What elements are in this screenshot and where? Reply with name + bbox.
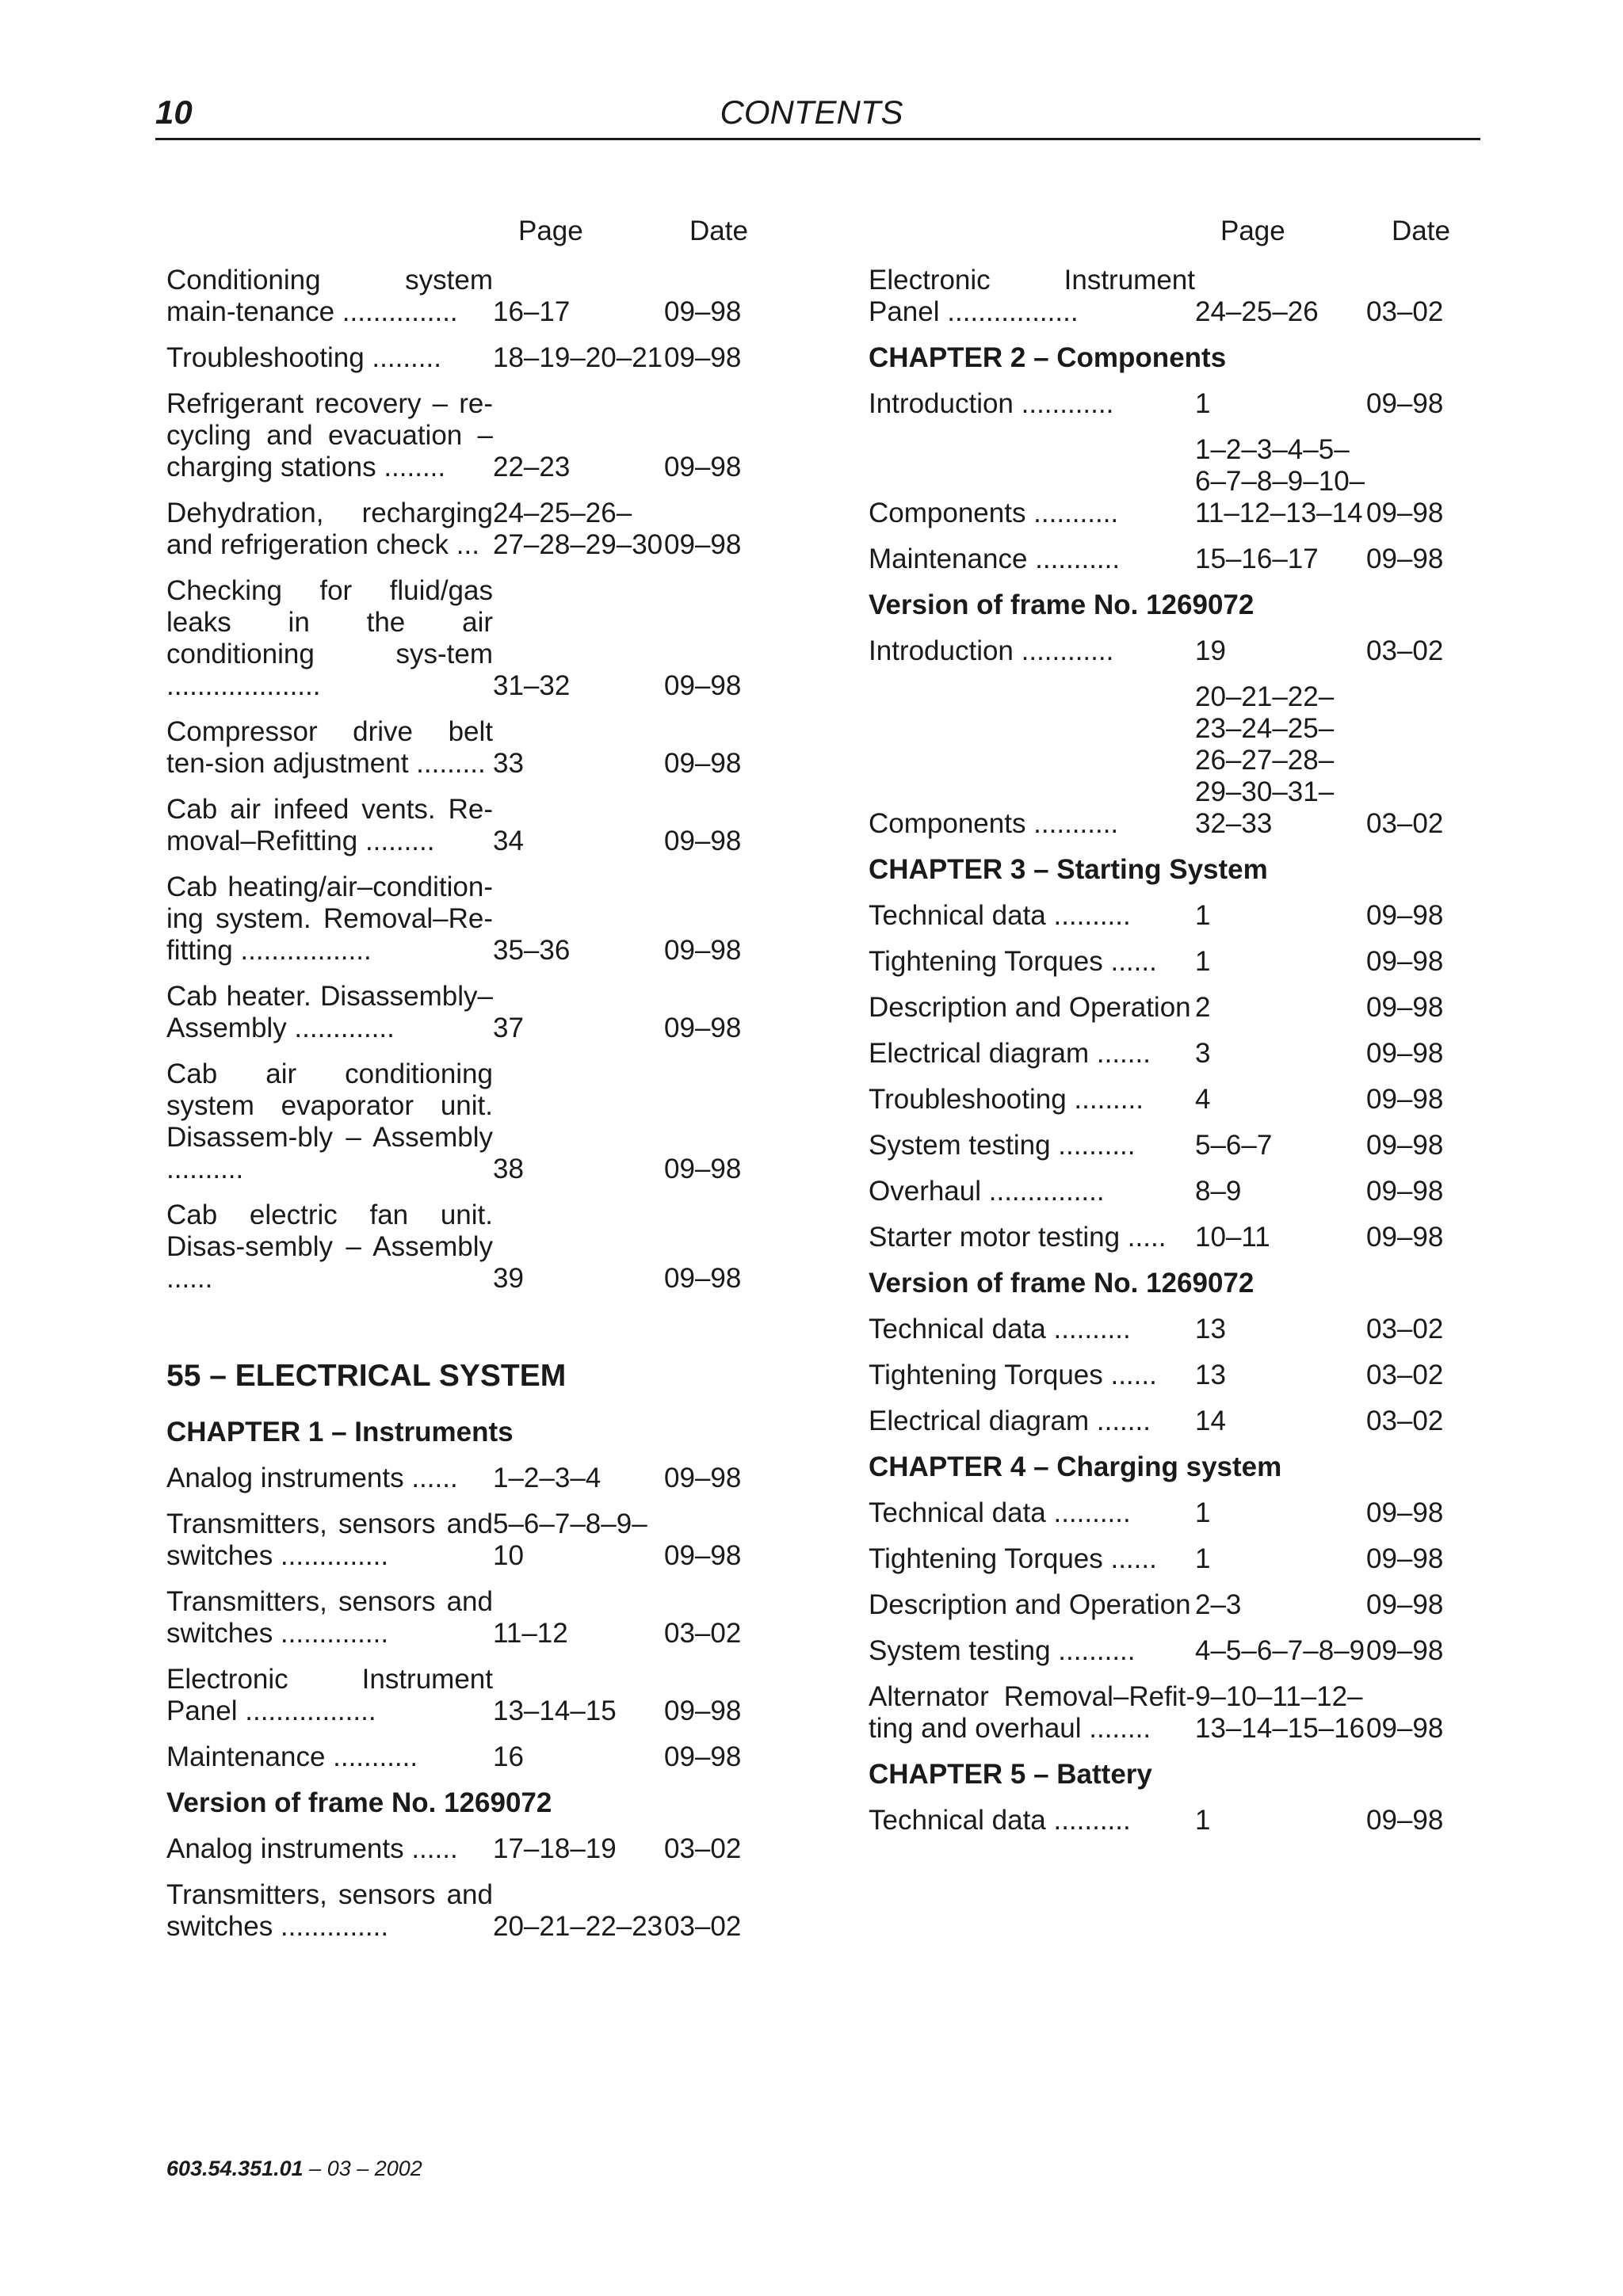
entry-title: Transmitters, sensors and switches .............. <box>166 1508 493 1571</box>
entry-title: Checking for fluid/gas leaks in the air conditioning sys-tem .................... <box>166 575 493 701</box>
entry-date: 09–98 <box>664 1154 742 1184</box>
entry-list <box>869 1314 1487 1437</box>
entry-pages: 3 <box>1195 1038 1211 1069</box>
entry-pages: 20–21–22–23 <box>493 1911 663 1942</box>
entry-list <box>166 265 785 1295</box>
entry-title: Description and Operation <box>869 992 1191 1023</box>
page-number: 10 <box>155 93 193 131</box>
page-title: CONTENTS <box>720 93 903 131</box>
contents-entry <box>166 794 785 857</box>
entry-title: Cab air conditioning system evaporator unit. Disassem-bly – Assembly .......... <box>166 1058 493 1184</box>
entry-title: Analog instruments ...... <box>166 1463 458 1493</box>
entry-title: Cab electric fan unit. Disas-sembly – Assembly ...... <box>166 1199 493 1294</box>
contents-entry <box>869 1405 1487 1437</box>
version-heading: Version of frame No. 1269072 <box>869 1268 1254 1299</box>
contents-entry <box>869 1805 1487 1836</box>
contents-entry <box>166 1879 785 1943</box>
entry-title: Electronic Instrument Panel ................. <box>869 265 1195 327</box>
entry-date: 03–02 <box>664 1833 742 1864</box>
contents-entry <box>869 635 1487 667</box>
entry-date: 09–98 <box>664 529 742 560</box>
entry-date: 09–98 <box>664 935 742 966</box>
entry-date: 09–98 <box>664 296 742 327</box>
entry-date: 09–98 <box>1366 1635 1444 1666</box>
contents-entry <box>166 1586 785 1650</box>
entry-date: 09–98 <box>1366 1713 1444 1744</box>
contents-entry <box>869 1084 1487 1116</box>
contents-entry <box>869 1130 1487 1161</box>
entry-title: Analog instruments ...... <box>166 1833 458 1864</box>
contents-entry <box>166 1199 785 1295</box>
version-heading: Version of frame No. 1269072 <box>166 1787 552 1818</box>
entry-pages: 13 <box>1195 1314 1226 1344</box>
entry-title: Maintenance ........... <box>869 543 1121 574</box>
entry-date: 09–98 <box>1366 1222 1444 1253</box>
contents-entry <box>166 498 785 561</box>
entry-title: Technical data .......... <box>869 1497 1131 1528</box>
entry-pages: 22–23 <box>493 452 571 482</box>
entry-pages: 37 <box>493 1013 524 1043</box>
entry-pages: 1–2–3–4 <box>493 1463 601 1493</box>
entry-date: 03–02 <box>1366 1405 1444 1436</box>
entry-pages: 20–21–22–23–24–25–26–27–28–29–30–31–32–33 <box>1195 681 1335 839</box>
contents-entry <box>869 946 1487 978</box>
entry-date: 09–98 <box>1366 1543 1444 1574</box>
entry-title: Compressor drive belt ten-sion adjustment ......... <box>166 716 493 779</box>
version-heading: Version of frame No. 1269072 <box>869 589 1254 620</box>
entry-pages: 13–14–15 <box>493 1695 617 1726</box>
contents-entry <box>869 992 1487 1024</box>
entry-title: Electronic Instrument Panel ................. <box>166 1664 493 1726</box>
entry-pages: 33 <box>493 748 524 779</box>
entry-pages: 9–10–11–12–13–14–15–16 <box>1195 1681 1365 1744</box>
entry-pages: 19 <box>1195 635 1226 666</box>
column-header-page: Page <box>1220 215 1285 246</box>
entry-date: 09–98 <box>1366 1084 1444 1115</box>
contents-entry <box>869 1681 1487 1745</box>
contents-entry <box>869 1497 1487 1529</box>
entry-date: 09–98 <box>1366 1589 1444 1620</box>
contents-entry <box>166 981 785 1044</box>
contents-entry <box>869 1360 1487 1391</box>
column-header-date: Date <box>689 215 748 246</box>
chapter-heading: CHAPTER 2 – Components <box>869 342 1227 373</box>
entry-title: Starter motor testing ..... <box>869 1222 1167 1253</box>
contents-entry <box>869 1222 1487 1253</box>
entry-date: 03–02 <box>1366 635 1444 666</box>
entry-title: Alternator Removal–Refit-ting and overhaul ........ <box>869 1681 1195 1744</box>
entry-pages: 8–9 <box>1195 1176 1242 1207</box>
entry-title: Introduction ............ <box>869 635 1114 666</box>
entry-pages: 15–16–17 <box>1195 543 1319 574</box>
entry-pages: 16 <box>493 1741 524 1772</box>
contents-column-right <box>869 215 1487 1851</box>
entry-pages: 2–3 <box>1195 1589 1242 1620</box>
header-rule <box>155 138 1480 140</box>
entry-pages: 1 <box>1195 1805 1211 1836</box>
entry-list <box>869 388 1487 575</box>
contents-entry <box>166 1833 785 1865</box>
contents-column-left <box>166 215 785 1957</box>
contents-entry <box>869 1314 1487 1345</box>
entry-date: 09–98 <box>1366 992 1444 1023</box>
entry-date: 09–98 <box>1366 1176 1444 1207</box>
entry-title: System testing .......... <box>869 1130 1136 1161</box>
entry-date: 09–98 <box>664 1695 742 1726</box>
entry-date: 09–98 <box>664 1013 742 1043</box>
revision-date: – 03 – 2002 <box>303 2157 422 2180</box>
entry-pages: 13 <box>1195 1360 1226 1390</box>
entry-date: 03–02 <box>1366 1360 1444 1390</box>
entry-title: Technical data .......... <box>869 1805 1131 1836</box>
contents-entry <box>869 1038 1487 1070</box>
entry-pages: 5–6–7–8–9–10 <box>493 1508 647 1571</box>
entry-title: Technical data .......... <box>869 900 1131 931</box>
entry-date: 09–98 <box>1366 900 1444 931</box>
entry-pages: 31–32 <box>493 670 571 701</box>
entry-pages: 34 <box>493 826 524 856</box>
entry-pages: 1 <box>1195 1497 1211 1528</box>
entry-title: Troubleshooting ......... <box>869 1084 1144 1115</box>
entry-date: 03–02 <box>1366 296 1444 327</box>
entry-title: Electrical diagram ....... <box>869 1038 1151 1069</box>
chapter-heading: CHAPTER 1 – Instruments <box>166 1417 514 1447</box>
entry-date: 09–98 <box>1366 498 1444 528</box>
entry-list <box>869 1497 1487 1745</box>
entry-title: Components ........... <box>869 808 1119 839</box>
entry-title: Components ........... <box>869 498 1119 528</box>
contents-entry <box>166 1058 785 1185</box>
entry-pages: 1 <box>1195 946 1211 977</box>
contents-entry <box>166 342 785 374</box>
contents-entry <box>166 1664 785 1727</box>
column-header-page: Page <box>518 215 583 246</box>
entry-date: 03–02 <box>664 1618 742 1649</box>
entry-pages: 17–18–19 <box>493 1833 617 1864</box>
entry-title: Cab heating/air–condition-ing system. Removal–Re-fitting ................. <box>166 871 493 966</box>
entry-title: Refrigerant recovery – re-cycling and evacuation – charging stations ........ <box>166 388 493 482</box>
entry-list <box>869 1805 1487 1836</box>
contents-entry <box>869 388 1487 420</box>
entry-date: 03–02 <box>1366 1314 1444 1344</box>
contents-entry <box>869 1176 1487 1207</box>
entry-title: Dehydration, recharging and refrigeration check ... <box>166 498 493 560</box>
column-header <box>166 215 785 265</box>
entry-date: 09–98 <box>1366 1805 1444 1836</box>
entry-pages: 1–2–3–4–5–6–7–8–9–10–11–12–13–14 <box>1195 434 1365 528</box>
contents-entry <box>166 1463 785 1494</box>
contents-entry <box>869 265 1487 328</box>
entry-title: Electrical diagram ....... <box>869 1405 1151 1436</box>
entry-pages: 38 <box>493 1154 524 1184</box>
document-number: 603.54.351.01 <box>166 2157 304 2180</box>
entry-date: 09–98 <box>1366 946 1444 977</box>
column-header <box>869 215 1487 265</box>
entry-title: Technical data .......... <box>869 1314 1131 1344</box>
entry-pages: 18–19–20–21 <box>493 342 663 373</box>
entry-pages: 24–25–26 <box>1195 296 1319 327</box>
entry-pages: 35–36 <box>493 935 571 966</box>
contents-entry <box>166 716 785 780</box>
entry-title: Description and Operation <box>869 1589 1191 1620</box>
entry-date: 09–98 <box>1366 543 1444 574</box>
contents-entry <box>869 1589 1487 1621</box>
entry-date: 09–98 <box>664 1463 742 1493</box>
entry-pages: 16–17 <box>493 296 571 327</box>
entry-title: Cab air infeed vents. Re-moval–Refitting ......... <box>166 794 493 856</box>
entry-title: Maintenance ........... <box>166 1741 418 1772</box>
chapter-heading: CHAPTER 4 – Charging system <box>869 1451 1282 1482</box>
entry-pages: 1 <box>1195 900 1211 931</box>
contents-entry <box>166 265 785 328</box>
entry-list <box>166 1463 785 1773</box>
entry-date: 09–98 <box>664 342 742 373</box>
column-header-date: Date <box>1392 215 1450 246</box>
entry-list <box>166 1833 785 1943</box>
entry-date: 09–98 <box>1366 1130 1444 1161</box>
contents-entry <box>869 900 1487 932</box>
entry-date: 09–98 <box>1366 1038 1444 1069</box>
entry-pages: 4 <box>1195 1084 1211 1115</box>
entry-date: 03–02 <box>664 1911 742 1942</box>
entry-pages: 4–5–6–7–8–9 <box>1195 1635 1365 1666</box>
contents-entry <box>869 1635 1487 1667</box>
entry-title: Conditioning system main-tenance ............... <box>166 265 493 327</box>
entry-date: 09–98 <box>664 1263 742 1294</box>
entry-title: Troubleshooting ......... <box>166 342 441 373</box>
contents-entry <box>166 871 785 967</box>
entry-title: Tightening Torques ...... <box>869 1543 1157 1574</box>
entry-pages: 24–25–26–27–28–29–30 <box>493 498 663 560</box>
entry-date: 09–98 <box>664 1741 742 1772</box>
entry-title: Introduction ............ <box>869 388 1114 419</box>
entry-date: 09–98 <box>664 748 742 779</box>
entry-date: 09–98 <box>1366 1497 1444 1528</box>
entry-pages: 1 <box>1195 1543 1211 1574</box>
entry-date: 09–98 <box>664 670 742 701</box>
entry-title: Transmitters, sensors and switches .............. <box>166 1586 493 1649</box>
section-title: 55 – ELECTRICAL SYSTEM <box>166 1359 567 1393</box>
contents-entry <box>869 543 1487 575</box>
entry-list <box>869 900 1487 1253</box>
entry-title: System testing .......... <box>869 1635 1136 1666</box>
entry-date: 09–98 <box>664 1540 742 1571</box>
contents-entry <box>166 1741 785 1773</box>
entry-date: 09–98 <box>664 826 742 856</box>
entry-pages: 1 <box>1195 388 1211 419</box>
entry-list <box>869 265 1487 328</box>
entry-title: Transmitters, sensors and switches .............. <box>166 1879 493 1942</box>
entry-date: 09–98 <box>1366 388 1444 419</box>
entry-pages: 14 <box>1195 1405 1226 1436</box>
entry-date: 09–98 <box>664 452 742 482</box>
entry-date: 03–02 <box>1366 808 1444 839</box>
page-footer <box>166 2157 422 2181</box>
entry-list <box>869 635 1487 840</box>
chapter-heading: CHAPTER 3 – Starting System <box>869 854 1268 885</box>
contents-entry <box>166 575 785 702</box>
contents-entry <box>166 1508 785 1572</box>
entry-title: Tightening Torques ...... <box>869 946 1157 977</box>
contents-entry <box>869 1543 1487 1575</box>
entry-title: Overhaul ............... <box>869 1176 1105 1207</box>
chapter-heading: CHAPTER 5 – Battery <box>869 1759 1152 1790</box>
contents-entry <box>166 388 785 483</box>
entry-title: Cab heater. Disassembly–Assembly ............. <box>166 981 493 1043</box>
entry-title: Tightening Torques ...... <box>869 1360 1157 1390</box>
entry-pages: 2 <box>1195 992 1211 1023</box>
entry-pages: 10–11 <box>1195 1222 1270 1253</box>
contents-entry <box>869 681 1487 840</box>
entry-pages: 11–12 <box>493 1618 568 1649</box>
entry-pages: 39 <box>493 1263 524 1294</box>
contents-entry <box>869 434 1487 529</box>
entry-pages: 5–6–7 <box>1195 1130 1273 1161</box>
